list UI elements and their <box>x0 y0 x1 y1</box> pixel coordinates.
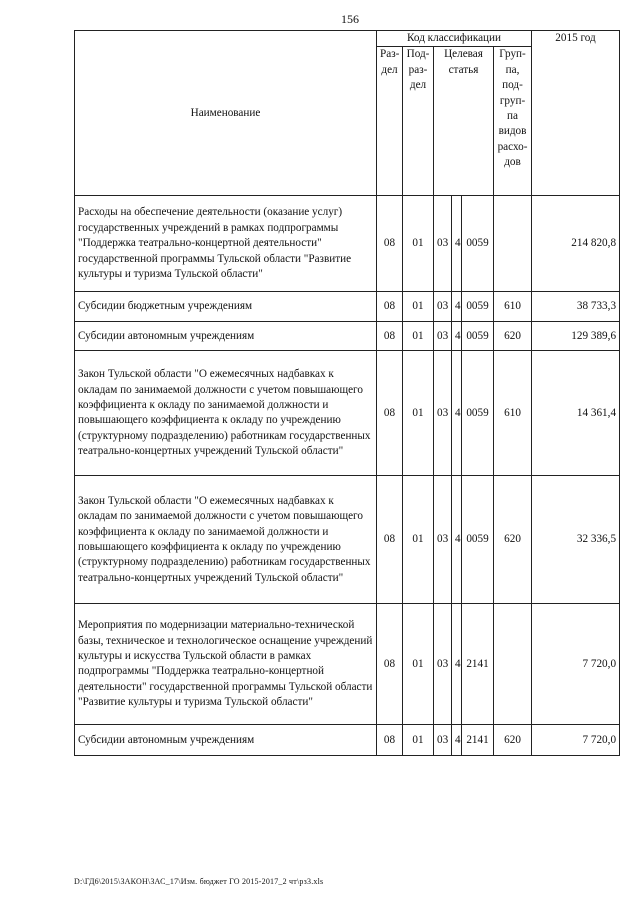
row-target-program: 03 <box>434 322 452 351</box>
row-target-direction: 0059 <box>462 196 494 292</box>
header-target-article: Целевая статья <box>434 47 494 196</box>
row-expense-group: 620 <box>494 322 532 351</box>
header-name: Наименование <box>75 31 377 196</box>
row-target-subprogram: 4 <box>452 351 462 476</box>
row-target-program: 03 <box>434 351 452 476</box>
table-row <box>75 725 620 756</box>
row-target-program: 03 <box>434 725 452 756</box>
row-subsection: 01 <box>403 476 434 604</box>
row-target-subprogram: 4 <box>452 604 462 725</box>
row-target-subprogram: 4 <box>452 196 462 292</box>
header-classification: Код классификации <box>377 31 532 47</box>
row-target-subprogram: 4 <box>452 322 462 351</box>
row-section: 08 <box>377 322 403 351</box>
row-target-direction: 0059 <box>462 322 494 351</box>
row-target-program: 03 <box>434 604 452 725</box>
file-path-footer: D:\ГД6\2015\ЗАКОН\ЗАС_17\Изм. бюджет ГО 2015-2017_2 чт\рз3.xls <box>74 877 324 886</box>
row-target-subprogram: 4 <box>452 725 462 756</box>
row-expense-group: 620 <box>494 725 532 756</box>
row-target-direction: 0059 <box>462 292 494 322</box>
row-subsection: 01 <box>403 351 434 476</box>
row-name: Расходы на обеспечение деятельности (оказание услуг) государственных учреждений в рамках подпрограммы "Поддержка театрально-концертной деятельности" государственной программы Тульской области "Развитие культуры и туризма Тульской области" <box>75 196 377 292</box>
row-amount: 14 361,4 <box>532 351 620 476</box>
row-name: Субсидии автономным учреждениям <box>75 725 377 756</box>
row-amount: 7 720,0 <box>532 604 620 725</box>
header-section: Раз- дел <box>377 47 403 196</box>
row-amount: 38 733,3 <box>532 292 620 322</box>
row-subsection: 01 <box>403 725 434 756</box>
row-section: 08 <box>377 292 403 322</box>
row-amount: 214 820,8 <box>532 196 620 292</box>
row-target-direction: 2141 <box>462 725 494 756</box>
row-section: 08 <box>377 604 403 725</box>
table-row <box>75 476 620 604</box>
table-row <box>75 292 620 322</box>
row-name: Субсидии автономным учреждениям <box>75 322 377 351</box>
row-target-direction: 0059 <box>462 476 494 604</box>
table-row <box>75 322 620 351</box>
row-expense-group: 610 <box>494 292 532 322</box>
row-expense-group <box>494 604 532 725</box>
header-year: 2015 год <box>532 31 620 196</box>
row-subsection: 01 <box>403 292 434 322</box>
row-amount: 129 389,6 <box>532 322 620 351</box>
row-section: 08 <box>377 725 403 756</box>
row-name: Закон Тульской области "О ежемесячных надбавках к окладам по занимаемой должности с учетом повышающего коэффициента к окладу по занимаемой должности и повышающего коэффициента к окладу по учреждению (структурному подразделению) работникам государственных театрально-концертных учреждений Тульской области" <box>75 351 377 476</box>
row-section: 08 <box>377 476 403 604</box>
table-row <box>75 351 620 476</box>
row-target-program: 03 <box>434 292 452 322</box>
row-section: 08 <box>377 351 403 476</box>
row-name: Мероприятия по модернизации материально-технической базы, техническое и технологическое оснащение учреждений культуры и искусства Тульской области в рамках подпрограммы "Поддержка театрально-концертной деятельности" государственной программы Тульской области "Развитие культуры и туризма Тульской области" <box>75 604 377 725</box>
row-amount: 7 720,0 <box>532 725 620 756</box>
row-subsection: 01 <box>403 196 434 292</box>
budget-table <box>74 30 620 756</box>
row-name: Закон Тульской области "О ежемесячных надбавках к окладам по занимаемой должности с учетом повышающего коэффициента к окладу по занимаемой должности и повышающего коэффициента к окладу по учреждению (структурному подразделению) работникам государственных театрально-концертных учреждений Тульской области" <box>75 476 377 604</box>
row-subsection: 01 <box>403 604 434 725</box>
row-section: 08 <box>377 196 403 292</box>
row-expense-group: 610 <box>494 351 532 476</box>
row-target-program: 03 <box>434 196 452 292</box>
header-subsection: Под- раз- дел <box>403 47 434 196</box>
row-expense-group <box>494 196 532 292</box>
row-target-direction: 0059 <box>462 351 494 476</box>
row-name: Субсидии бюджетным учреждениям <box>75 292 377 322</box>
row-amount: 32 336,5 <box>532 476 620 604</box>
table-row <box>75 604 620 725</box>
table-row <box>75 196 620 292</box>
row-target-subprogram: 4 <box>452 292 462 322</box>
row-expense-group: 620 <box>494 476 532 604</box>
header-expense-group: Груп- па, под- груп- па видов расхо- дов <box>494 47 532 196</box>
row-target-subprogram: 4 <box>452 476 462 604</box>
row-target-direction: 2141 <box>462 604 494 725</box>
row-target-program: 03 <box>434 476 452 604</box>
row-subsection: 01 <box>403 322 434 351</box>
page-number: 156 <box>341 12 359 26</box>
